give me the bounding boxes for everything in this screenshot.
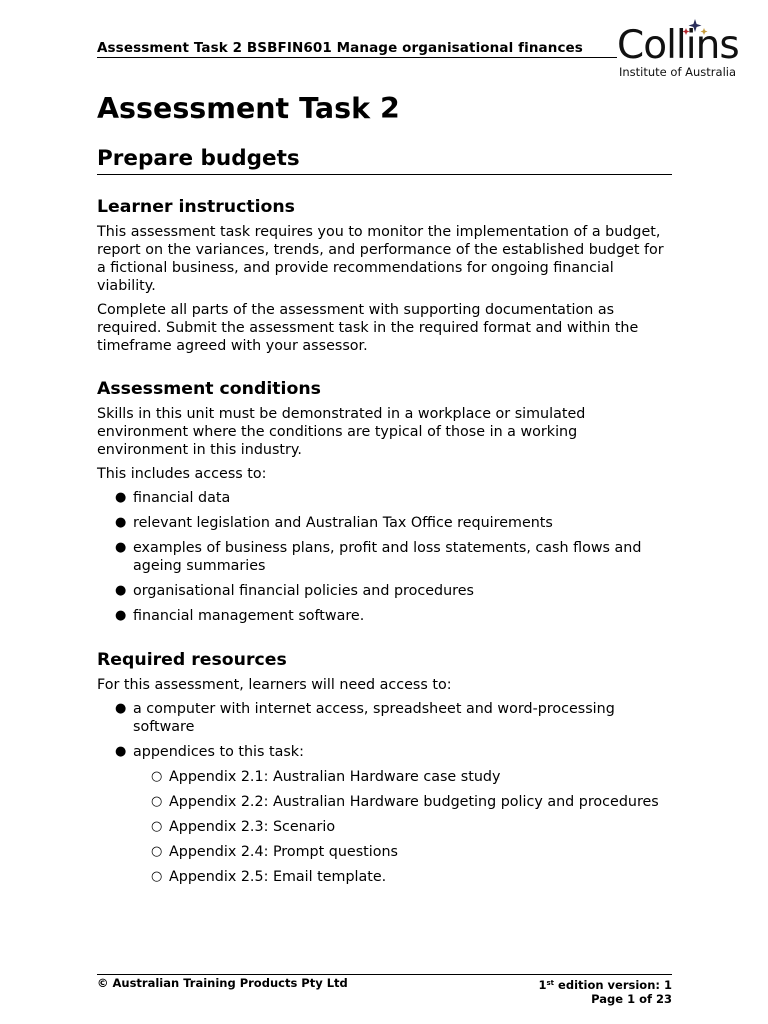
list-item xyxy=(115,539,672,575)
required-resources-heading: Required resources xyxy=(97,650,287,670)
appendices-list xyxy=(133,768,672,886)
list-item-text: relevant legislation and Australian Tax Office requirements xyxy=(133,515,553,531)
list-item-text: examples of business plans, profit and loss statements, cash flows and ageing summaries xyxy=(133,540,642,574)
bullet-icon: ● xyxy=(115,540,127,555)
required-resources-section xyxy=(97,649,672,893)
list-item xyxy=(115,582,672,600)
list-item-text: financial data xyxy=(133,490,231,506)
bullet-icon: ● xyxy=(115,583,127,598)
appendix-item xyxy=(151,843,672,861)
edition-text: edition version: 1 xyxy=(554,978,672,992)
list-item xyxy=(115,607,672,625)
list-item xyxy=(115,489,672,507)
appendix-item xyxy=(151,868,672,886)
learner-instructions-section xyxy=(97,196,672,361)
resources-list xyxy=(97,700,672,886)
assessment-conditions-heading: Assessment conditions xyxy=(97,379,321,399)
footer-edition xyxy=(539,976,673,992)
page-header xyxy=(97,40,617,58)
appendix-text: Appendix 2.5: Email template. xyxy=(169,869,387,885)
edition-number: 1 xyxy=(538,978,547,992)
bullet-icon: ● xyxy=(115,744,127,759)
footer-page-number: Page 1 of 23 xyxy=(591,992,672,1006)
subtitle-rule xyxy=(97,146,672,175)
footer-copyright: © Australian Training Products Pty Ltd xyxy=(97,976,348,990)
logo-tagline: Institute of Australia xyxy=(619,65,737,79)
list-item xyxy=(115,700,672,736)
assessment-conditions-section xyxy=(97,378,672,632)
page-title: Assessment Task 2 xyxy=(97,92,400,125)
logo-wordmark: Collins xyxy=(617,23,739,68)
list-item-text: financial management software. xyxy=(133,608,365,624)
list-item-text: a computer with internet access, spreadsheet and word-processing software xyxy=(133,701,615,735)
page-footer xyxy=(97,974,672,1006)
appendix-text: Appendix 2.4: Prompt questions xyxy=(169,844,398,860)
conditions-list xyxy=(97,489,672,625)
hollow-bullet-icon: ○ xyxy=(151,769,163,784)
header-title: Assessment Task 2 BSBFIN601 Manage organisational finances xyxy=(97,40,583,56)
appendix-text: Appendix 2.2: Australian Hardware budgeting policy and procedures xyxy=(169,794,659,810)
appendix-text: Appendix 2.1: Australian Hardware case study xyxy=(169,769,501,785)
appendix-item xyxy=(151,793,672,811)
bullet-icon: ● xyxy=(115,608,127,623)
list-item xyxy=(115,743,672,886)
appendix-item xyxy=(151,818,672,836)
appendix-text: Appendix 2.3: Scenario xyxy=(169,819,336,835)
hollow-bullet-icon: ○ xyxy=(151,794,163,809)
list-item-text: organisational financial policies and procedures xyxy=(133,583,474,599)
appendix-item xyxy=(151,768,672,786)
paragraph: This assessment task requires you to monitor the implementation of a budget, report on the variances, trends, and performance of the established budget for a fictional business, and provide recommendations for ongoing financial viability. xyxy=(97,224,664,294)
bullet-icon: ● xyxy=(115,701,127,716)
hollow-bullet-icon: ○ xyxy=(151,869,163,884)
hollow-bullet-icon: ○ xyxy=(151,819,163,834)
page-subtitle: Prepare budgets xyxy=(97,146,300,171)
bullet-icon: ● xyxy=(115,515,127,530)
bullet-icon: ● xyxy=(115,490,127,505)
learner-instructions-heading: Learner instructions xyxy=(97,197,295,217)
paragraph: Skills in this unit must be demonstrated in a workplace or simulated environment where the conditions are typical of those in a working environment in this industry. xyxy=(97,406,586,458)
paragraph: Complete all parts of the assessment with supporting documentation as required. Submit the assessment task in the required format and within the timeframe agreed with your assessor. xyxy=(97,302,639,354)
hollow-bullet-icon: ○ xyxy=(151,844,163,859)
footer-edition-block xyxy=(539,976,673,1006)
edition-suffix: st xyxy=(546,979,555,987)
paragraph: For this assessment, learners will need access to: xyxy=(97,677,452,693)
collins-logo xyxy=(617,18,739,80)
list-item xyxy=(115,514,672,532)
paragraph: This includes access to: xyxy=(97,466,267,482)
list-item-text: appendices to this task: xyxy=(133,744,304,760)
